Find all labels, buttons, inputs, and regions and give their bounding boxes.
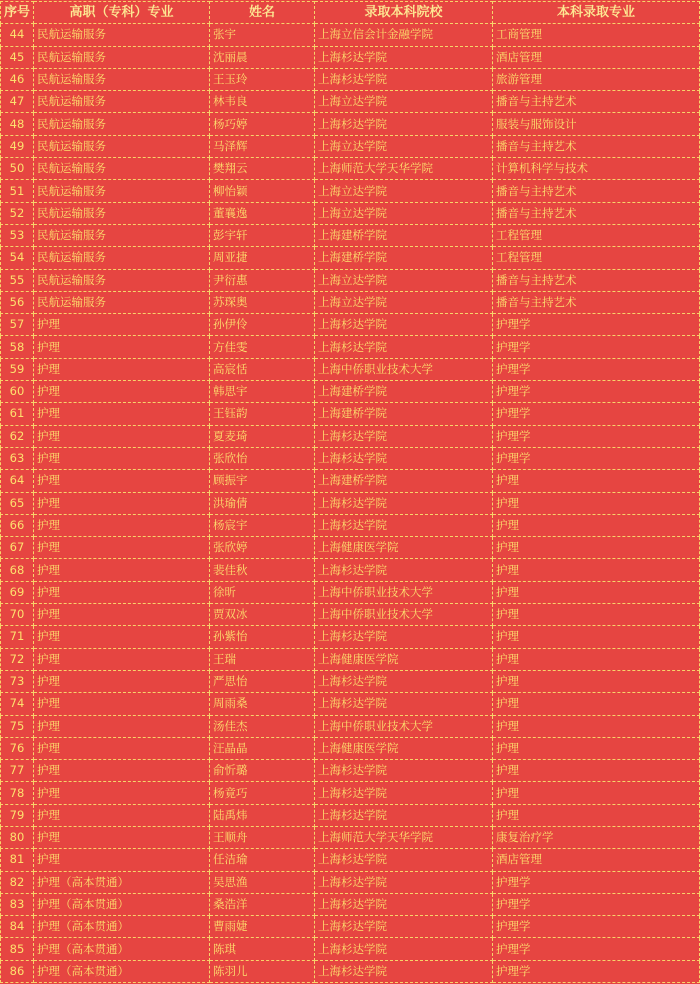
cell-vocational-major: 护理	[34, 782, 210, 804]
cell-name: 陈琪	[210, 938, 315, 960]
cell-university: 上海中侨职业技术大学	[315, 358, 493, 380]
table-row	[1, 135, 700, 157]
table-row	[1, 113, 700, 135]
cell-name: 裴佳秋	[210, 559, 315, 581]
cell-index: 63	[1, 447, 34, 469]
cell-vocational-major: 护理	[34, 760, 210, 782]
table-row	[1, 202, 700, 224]
table-row	[1, 425, 700, 447]
cell-index: 74	[1, 693, 34, 715]
cell-university: 上海杉达学院	[315, 782, 493, 804]
cell-name: 尹衍惠	[210, 269, 315, 291]
cell-index: 54	[1, 247, 34, 269]
cell-vocational-major: 护理	[34, 626, 210, 648]
cell-index: 86	[1, 960, 34, 982]
cell-name: 张欣婷	[210, 537, 315, 559]
cell-vocational-major: 护理（高本贯通）	[34, 871, 210, 893]
cell-vocational-major: 护理	[34, 737, 210, 759]
table-row	[1, 537, 700, 559]
cell-index: 48	[1, 113, 34, 135]
cell-university: 上海杉达学院	[315, 447, 493, 469]
table-row	[1, 626, 700, 648]
cell-vocational-major: 护理	[34, 425, 210, 447]
cell-undergrad-major: 康复治疗学	[493, 826, 700, 848]
cell-university: 上海建桥学院	[315, 247, 493, 269]
table-row	[1, 960, 700, 982]
cell-undergrad-major: 护理	[493, 581, 700, 603]
table-row	[1, 871, 700, 893]
cell-vocational-major: 护理	[34, 648, 210, 670]
header-university: 录取本科院校	[315, 2, 493, 24]
table-row	[1, 648, 700, 670]
cell-name: 沈丽晨	[210, 46, 315, 68]
cell-index: 55	[1, 269, 34, 291]
table-row	[1, 849, 700, 871]
cell-undergrad-major: 工程管理	[493, 247, 700, 269]
table-header	[1, 2, 700, 24]
cell-undergrad-major: 护理	[493, 514, 700, 536]
cell-vocational-major: 护理	[34, 514, 210, 536]
cell-university: 上海杉达学院	[315, 804, 493, 826]
cell-name: 顾振宇	[210, 470, 315, 492]
cell-name: 杨宸宇	[210, 514, 315, 536]
cell-index: 64	[1, 470, 34, 492]
cell-undergrad-major: 护理	[493, 737, 700, 759]
table-row	[1, 447, 700, 469]
cell-vocational-major: 护理	[34, 581, 210, 603]
cell-vocational-major: 护理（高本贯通）	[34, 916, 210, 938]
cell-vocational-major: 护理	[34, 693, 210, 715]
cell-undergrad-major: 播音与主持艺术	[493, 91, 700, 113]
cell-undergrad-major: 护理学	[493, 381, 700, 403]
cell-index: 47	[1, 91, 34, 113]
table-row	[1, 470, 700, 492]
cell-index: 60	[1, 381, 34, 403]
table-row	[1, 224, 700, 246]
cell-vocational-major: 民航运输服务	[34, 135, 210, 157]
cell-index: 58	[1, 336, 34, 358]
cell-university: 上海杉达学院	[315, 425, 493, 447]
cell-undergrad-major: 播音与主持艺术	[493, 269, 700, 291]
cell-university: 上海杉达学院	[315, 514, 493, 536]
admission-table	[0, 1, 700, 983]
cell-index: 44	[1, 24, 34, 46]
table-row	[1, 581, 700, 603]
cell-university: 上海建桥学院	[315, 381, 493, 403]
cell-vocational-major: 民航运输服务	[34, 68, 210, 90]
cell-vocational-major: 护理	[34, 403, 210, 425]
cell-university: 上海杉达学院	[315, 849, 493, 871]
table-row	[1, 403, 700, 425]
cell-vocational-major: 护理	[34, 559, 210, 581]
cell-undergrad-major: 旅游管理	[493, 68, 700, 90]
cell-index: 51	[1, 180, 34, 202]
cell-name: 方佳雯	[210, 336, 315, 358]
cell-university: 上海立达学院	[315, 202, 493, 224]
cell-name: 王瑞	[210, 648, 315, 670]
cell-vocational-major: 护理	[34, 336, 210, 358]
cell-university: 上海立达学院	[315, 135, 493, 157]
cell-vocational-major: 护理	[34, 381, 210, 403]
cell-name: 柳怡颖	[210, 180, 315, 202]
cell-university: 上海杉达学院	[315, 960, 493, 982]
cell-vocational-major: 护理	[34, 492, 210, 514]
cell-undergrad-major: 护理	[493, 626, 700, 648]
cell-undergrad-major: 护理	[493, 693, 700, 715]
cell-name: 汪晶晶	[210, 737, 315, 759]
cell-index: 82	[1, 871, 34, 893]
cell-index: 46	[1, 68, 34, 90]
cell-name: 杨竟巧	[210, 782, 315, 804]
cell-university: 上海杉达学院	[315, 336, 493, 358]
cell-undergrad-major: 护理学	[493, 916, 700, 938]
cell-index: 71	[1, 626, 34, 648]
cell-undergrad-major: 护理	[493, 804, 700, 826]
cell-name: 汤佳杰	[210, 715, 315, 737]
table-row	[1, 804, 700, 826]
cell-university: 上海中侨职业技术大学	[315, 715, 493, 737]
cell-undergrad-major: 护理学	[493, 447, 700, 469]
cell-undergrad-major: 护理	[493, 782, 700, 804]
cell-index: 83	[1, 893, 34, 915]
header-undergrad-major: 本科录取专业	[493, 2, 700, 24]
cell-name: 张欣怡	[210, 447, 315, 469]
table-row	[1, 158, 700, 180]
cell-name: 洪瑜倩	[210, 492, 315, 514]
cell-undergrad-major: 护理	[493, 470, 700, 492]
cell-university: 上海中侨职业技术大学	[315, 581, 493, 603]
cell-undergrad-major: 护理学	[493, 314, 700, 336]
cell-university: 上海立信会计金融学院	[315, 24, 493, 46]
cell-index: 59	[1, 358, 34, 380]
cell-vocational-major: 护理	[34, 826, 210, 848]
cell-university: 上海健康医学院	[315, 537, 493, 559]
table-row	[1, 559, 700, 581]
cell-index: 76	[1, 737, 34, 759]
table-row	[1, 180, 700, 202]
table-row	[1, 938, 700, 960]
cell-name: 徐昕	[210, 581, 315, 603]
table-row	[1, 826, 700, 848]
cell-index: 80	[1, 826, 34, 848]
cell-name: 董襄逸	[210, 202, 315, 224]
cell-undergrad-major: 护理	[493, 604, 700, 626]
cell-name: 彭宇轩	[210, 224, 315, 246]
cell-vocational-major: 民航运输服务	[34, 224, 210, 246]
cell-university: 上海立达学院	[315, 269, 493, 291]
cell-undergrad-major: 护理	[493, 715, 700, 737]
cell-name: 苏琛奥	[210, 291, 315, 313]
cell-vocational-major: 民航运输服务	[34, 46, 210, 68]
cell-undergrad-major: 护理学	[493, 403, 700, 425]
cell-university: 上海杉达学院	[315, 893, 493, 915]
cell-index: 52	[1, 202, 34, 224]
cell-vocational-major: 民航运输服务	[34, 24, 210, 46]
cell-undergrad-major: 播音与主持艺术	[493, 180, 700, 202]
cell-vocational-major: 民航运输服务	[34, 91, 210, 113]
table-row	[1, 358, 700, 380]
cell-vocational-major: 护理	[34, 670, 210, 692]
cell-index: 61	[1, 403, 34, 425]
table-row	[1, 715, 700, 737]
table-row	[1, 24, 700, 46]
cell-undergrad-major: 计算机科学与技术	[493, 158, 700, 180]
cell-index: 79	[1, 804, 34, 826]
cell-university: 上海立达学院	[315, 91, 493, 113]
cell-index: 53	[1, 224, 34, 246]
cell-undergrad-major: 护理学	[493, 871, 700, 893]
cell-university: 上海杉达学院	[315, 916, 493, 938]
cell-vocational-major: 护理	[34, 715, 210, 737]
cell-undergrad-major: 播音与主持艺术	[493, 202, 700, 224]
cell-university: 上海杉达学院	[315, 871, 493, 893]
cell-undergrad-major: 服装与服饰设计	[493, 113, 700, 135]
cell-vocational-major: 民航运输服务	[34, 269, 210, 291]
cell-index: 50	[1, 158, 34, 180]
cell-undergrad-major: 护理	[493, 537, 700, 559]
cell-vocational-major: 民航运输服务	[34, 113, 210, 135]
cell-name: 樊翔云	[210, 158, 315, 180]
cell-index: 45	[1, 46, 34, 68]
cell-undergrad-major: 护理	[493, 760, 700, 782]
cell-name: 王玉玲	[210, 68, 315, 90]
cell-undergrad-major: 护理学	[493, 893, 700, 915]
cell-name: 马泽辉	[210, 135, 315, 157]
cell-name: 周亚捷	[210, 247, 315, 269]
cell-undergrad-major: 护理	[493, 670, 700, 692]
cell-university: 上海杉达学院	[315, 938, 493, 960]
cell-index: 67	[1, 537, 34, 559]
cell-index: 56	[1, 291, 34, 313]
cell-undergrad-major: 播音与主持艺术	[493, 291, 700, 313]
cell-index: 81	[1, 849, 34, 871]
cell-vocational-major: 护理	[34, 804, 210, 826]
cell-index: 73	[1, 670, 34, 692]
table-row	[1, 492, 700, 514]
cell-university: 上海杉达学院	[315, 46, 493, 68]
cell-undergrad-major: 播音与主持艺术	[493, 135, 700, 157]
cell-university: 上海杉达学院	[315, 492, 493, 514]
cell-name: 韩思宇	[210, 381, 315, 403]
cell-name: 高宸恬	[210, 358, 315, 380]
cell-index: 49	[1, 135, 34, 157]
table-row	[1, 782, 700, 804]
cell-vocational-major: 民航运输服务	[34, 247, 210, 269]
cell-vocational-major: 护理	[34, 470, 210, 492]
cell-name: 曹雨婕	[210, 916, 315, 938]
table-row	[1, 604, 700, 626]
cell-name: 陈羽儿	[210, 960, 315, 982]
cell-university: 上海杉达学院	[315, 559, 493, 581]
table-body	[1, 24, 700, 983]
cell-name: 陆禹炜	[210, 804, 315, 826]
cell-university: 上海建桥学院	[315, 403, 493, 425]
table-row	[1, 893, 700, 915]
cell-name: 周雨桑	[210, 693, 315, 715]
cell-index: 62	[1, 425, 34, 447]
cell-vocational-major: 民航运输服务	[34, 202, 210, 224]
cell-vocational-major: 护理	[34, 604, 210, 626]
table-row	[1, 68, 700, 90]
cell-undergrad-major: 护理学	[493, 358, 700, 380]
cell-index: 75	[1, 715, 34, 737]
cell-index: 65	[1, 492, 34, 514]
cell-university: 上海杉达学院	[315, 760, 493, 782]
cell-name: 俞忻璐	[210, 760, 315, 782]
cell-undergrad-major: 酒店管理	[493, 849, 700, 871]
table-row	[1, 760, 700, 782]
cell-index: 68	[1, 559, 34, 581]
cell-name: 严思怡	[210, 670, 315, 692]
cell-university: 上海健康医学院	[315, 648, 493, 670]
table-row	[1, 291, 700, 313]
cell-index: 70	[1, 604, 34, 626]
cell-index: 78	[1, 782, 34, 804]
cell-name: 王钰韵	[210, 403, 315, 425]
cell-name: 贾双冰	[210, 604, 315, 626]
cell-undergrad-major: 酒店管理	[493, 46, 700, 68]
table-row	[1, 916, 700, 938]
cell-vocational-major: 护理	[34, 447, 210, 469]
cell-university: 上海杉达学院	[315, 626, 493, 648]
cell-university: 上海杉达学院	[315, 670, 493, 692]
table-row	[1, 336, 700, 358]
table-row	[1, 91, 700, 113]
cell-vocational-major: 护理	[34, 849, 210, 871]
cell-university: 上海杉达学院	[315, 693, 493, 715]
cell-university: 上海杉达学院	[315, 314, 493, 336]
cell-vocational-major: 护理（高本贯通）	[34, 893, 210, 915]
table-row	[1, 693, 700, 715]
cell-name: 桑浩洋	[210, 893, 315, 915]
cell-vocational-major: 护理（高本贯通）	[34, 938, 210, 960]
cell-index: 66	[1, 514, 34, 536]
table-row	[1, 247, 700, 269]
cell-undergrad-major: 工程管理	[493, 224, 700, 246]
table-row	[1, 46, 700, 68]
cell-university: 上海杉达学院	[315, 68, 493, 90]
table-row	[1, 314, 700, 336]
header-name: 姓名	[210, 2, 315, 24]
cell-university: 上海中侨职业技术大学	[315, 604, 493, 626]
header-row	[1, 2, 700, 24]
table-row	[1, 514, 700, 536]
table-row	[1, 381, 700, 403]
cell-vocational-major: 民航运输服务	[34, 158, 210, 180]
cell-vocational-major: 民航运输服务	[34, 291, 210, 313]
cell-index: 84	[1, 916, 34, 938]
table-row	[1, 670, 700, 692]
cell-undergrad-major: 护理学	[493, 938, 700, 960]
cell-university: 上海建桥学院	[315, 224, 493, 246]
cell-name: 任洁瑜	[210, 849, 315, 871]
cell-university: 上海健康医学院	[315, 737, 493, 759]
cell-vocational-major: 护理（高本贯通）	[34, 960, 210, 982]
cell-index: 72	[1, 648, 34, 670]
cell-name: 吴思渔	[210, 871, 315, 893]
cell-undergrad-major: 护理	[493, 559, 700, 581]
cell-index: 85	[1, 938, 34, 960]
cell-university: 上海建桥学院	[315, 470, 493, 492]
cell-university: 上海师范大学天华学院	[315, 158, 493, 180]
table-row	[1, 737, 700, 759]
cell-university: 上海师范大学天华学院	[315, 826, 493, 848]
cell-university: 上海杉达学院	[315, 113, 493, 135]
cell-index: 57	[1, 314, 34, 336]
header-vocational-major: 高职（专科）专业	[34, 2, 210, 24]
cell-name: 张宇	[210, 24, 315, 46]
cell-name: 夏麦琦	[210, 425, 315, 447]
cell-index: 69	[1, 581, 34, 603]
cell-undergrad-major: 护理	[493, 648, 700, 670]
cell-vocational-major: 民航运输服务	[34, 180, 210, 202]
cell-undergrad-major: 护理学	[493, 425, 700, 447]
cell-undergrad-major: 护理学	[493, 336, 700, 358]
cell-university: 上海立达学院	[315, 180, 493, 202]
cell-vocational-major: 护理	[34, 537, 210, 559]
cell-undergrad-major: 护理学	[493, 960, 700, 982]
cell-vocational-major: 护理	[34, 314, 210, 336]
cell-vocational-major: 护理	[34, 358, 210, 380]
cell-name: 王顺舟	[210, 826, 315, 848]
cell-undergrad-major: 工商管理	[493, 24, 700, 46]
header-index: 序号	[1, 2, 34, 24]
cell-undergrad-major: 护理	[493, 492, 700, 514]
table-row	[1, 269, 700, 291]
cell-university: 上海立达学院	[315, 291, 493, 313]
cell-index: 77	[1, 760, 34, 782]
cell-name: 杨巧婷	[210, 113, 315, 135]
cell-name: 孙伊伶	[210, 314, 315, 336]
cell-name: 林韦良	[210, 91, 315, 113]
cell-name: 孙紫怡	[210, 626, 315, 648]
